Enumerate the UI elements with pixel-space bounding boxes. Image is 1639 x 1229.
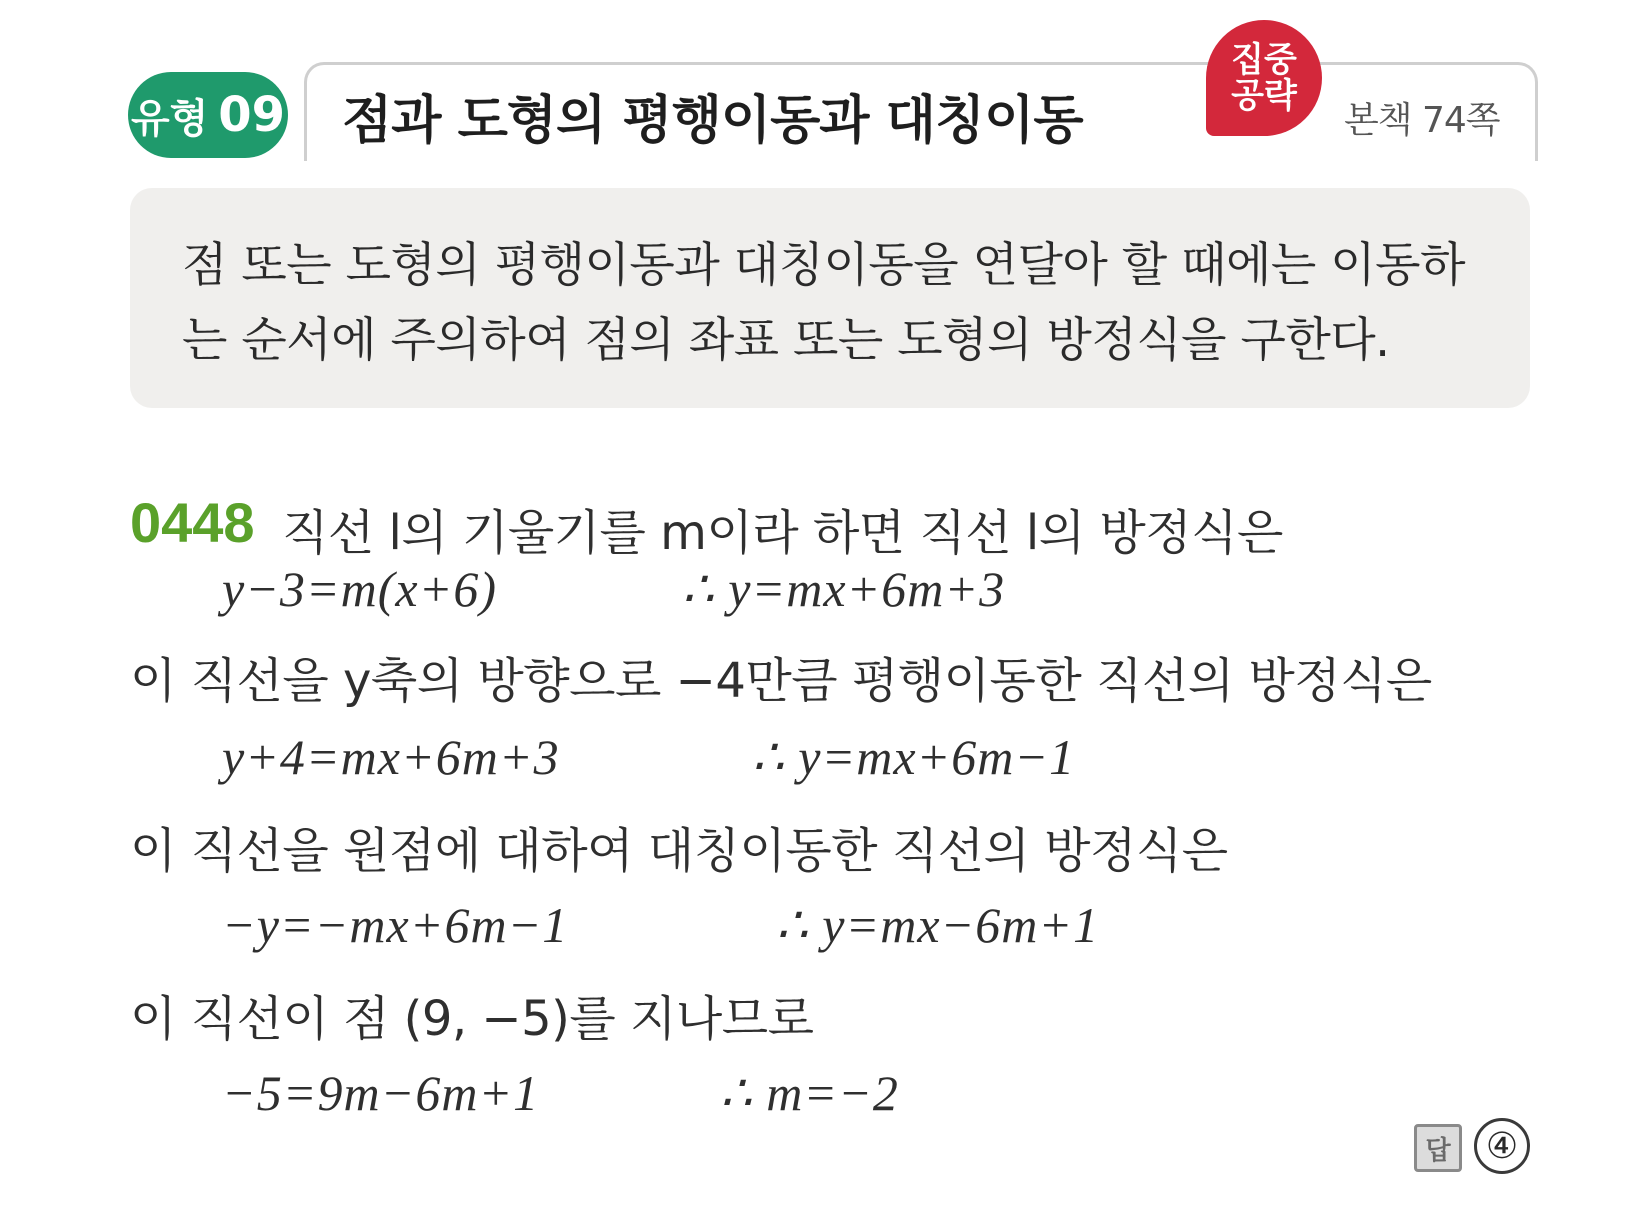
equation: y+4=mx+6m+3 bbox=[222, 729, 560, 785]
tip-line-2: 는 순서에 주의하여 점의 좌표 또는 도형의 방정식을 구한다. bbox=[182, 313, 1390, 368]
equation-result: ∴ y=mx+6m−1 bbox=[752, 729, 1076, 785]
problem-number: 0448 bbox=[130, 491, 255, 554]
focus-badge-line1: 집중 bbox=[1231, 40, 1297, 80]
answer-icon: 답 bbox=[1414, 1124, 1462, 1172]
focus-badge bbox=[1206, 20, 1322, 136]
type-number: 09 bbox=[218, 87, 286, 143]
solution-text-line: 이 직선을 y축의 방향으로 −4만큼 평행이동한 직선의 방정식은 bbox=[130, 653, 1432, 709]
equation: −5=9m−6m+1 bbox=[222, 1065, 540, 1121]
solution-text-line: 직선 l의 기울기를 m이라 하면 직선 l의 방정식은 bbox=[282, 505, 1283, 561]
equation-result: ∴ y=mx+6m+3 bbox=[682, 561, 1006, 617]
equation: y−3=m(x+6) bbox=[222, 561, 498, 617]
section-title: 점과 도형의 평행이동과 대칭이동 bbox=[342, 91, 1083, 151]
tip-text bbox=[182, 228, 1482, 378]
type-badge bbox=[128, 72, 288, 158]
tip-line-1: 점 또는 도형의 평행이동과 대칭이동을 연달아 할 때에는 이동하 bbox=[182, 238, 1465, 293]
equation-result: ∴ y=mx−6m+1 bbox=[776, 897, 1100, 953]
solution-text-line: 이 직선을 원점에 대하여 대칭이동한 직선의 방정식은 bbox=[130, 823, 1228, 879]
answer-choice: ④ bbox=[1474, 1118, 1530, 1174]
equation: −y=−mx+6m−1 bbox=[222, 897, 569, 953]
type-label: 유형 bbox=[130, 95, 209, 142]
focus-badge-line2: 공략 bbox=[1231, 76, 1297, 116]
book-page-reference: 본책 74쪽 bbox=[1344, 100, 1500, 141]
equation-result: ∴ m=−2 bbox=[720, 1065, 899, 1121]
solution-text-line: 이 직선이 점 (9, −5)를 지나므로 bbox=[130, 991, 814, 1047]
